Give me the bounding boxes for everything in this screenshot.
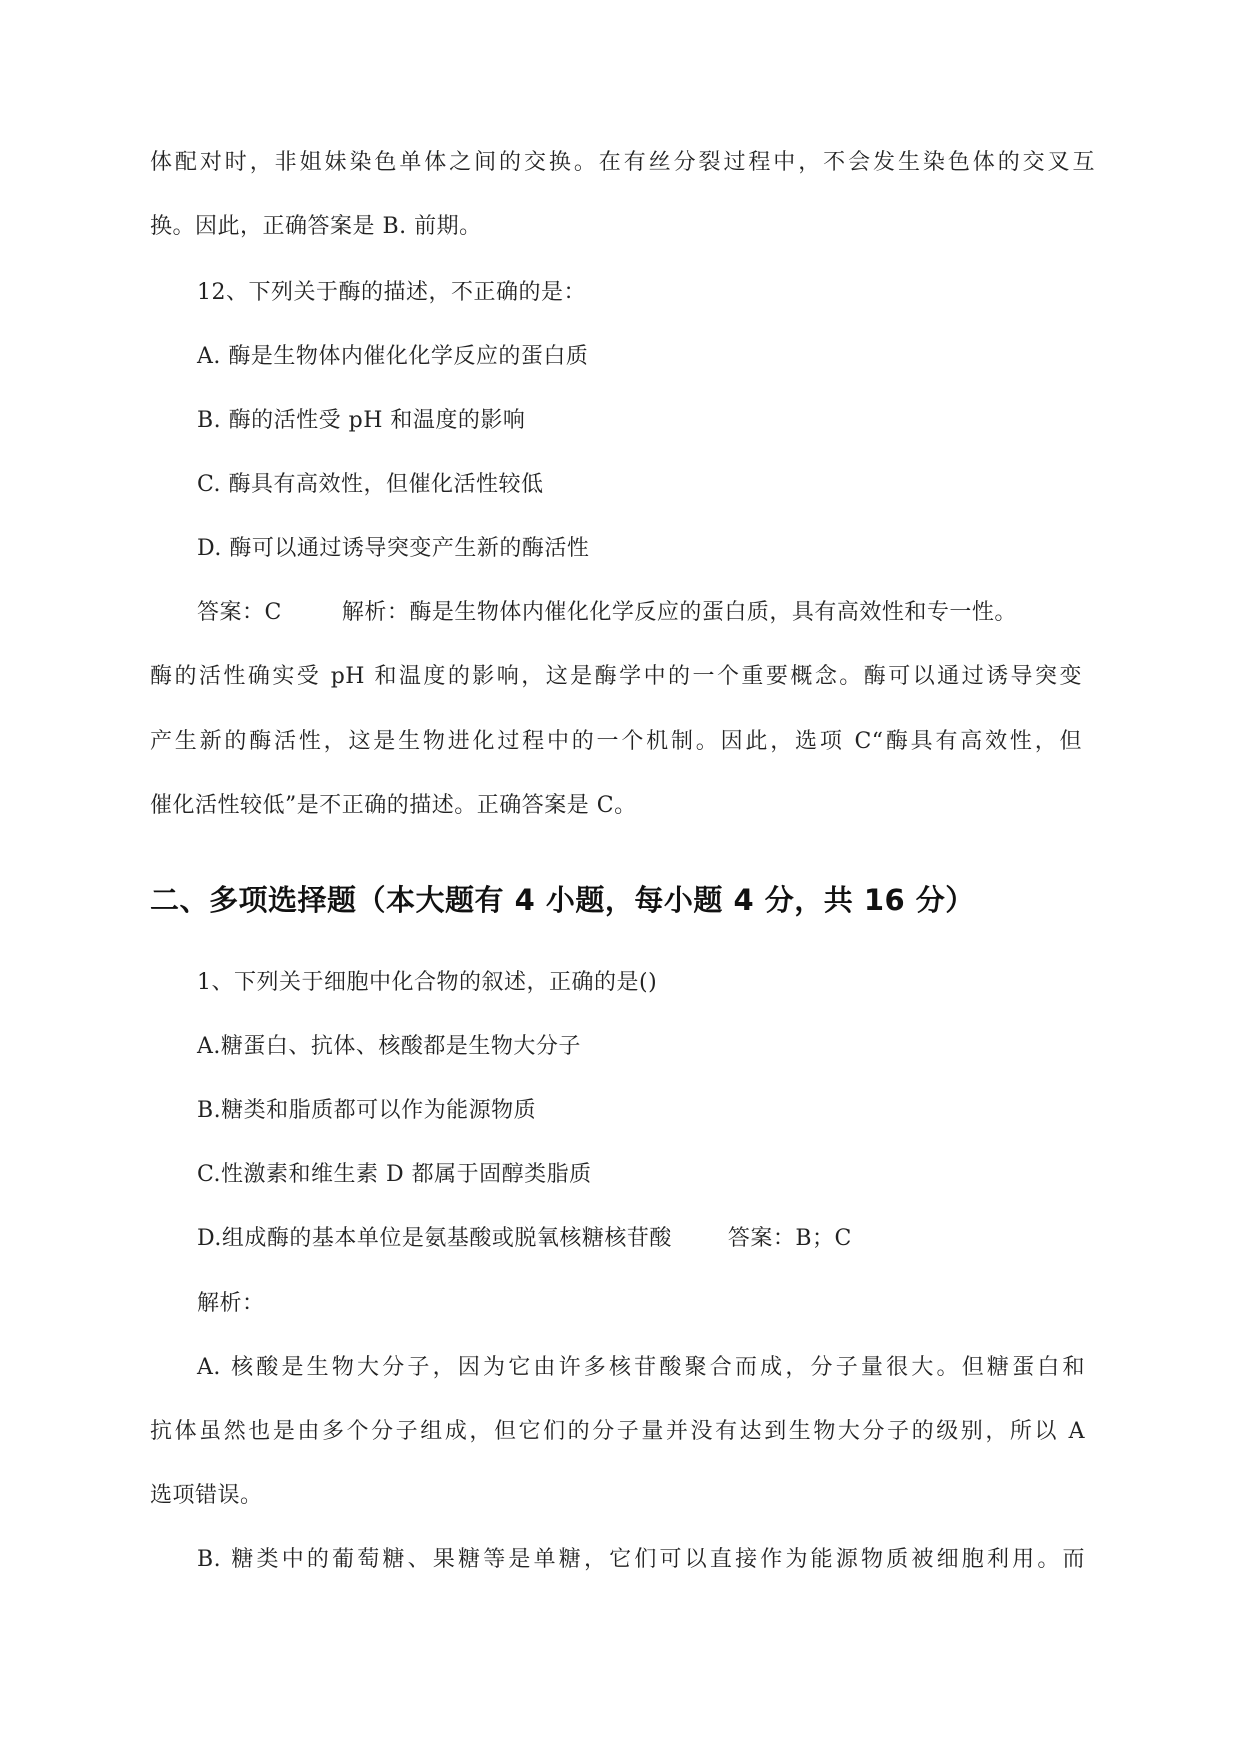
mc-question-1-analysis-a-line-3: 选项错误。: [150, 1483, 263, 1508]
question-12-analysis-line-2: 酶的活性确实受 pH 和温度的影响，这是酶学中的一个重要概念。酶可以通过诱导突变: [150, 664, 1082, 689]
mc-question-1-analysis-a-line-2: 抗体虽然也是由多个分子组成，但它们的分子量并没有达到生物大分子的级别，所以 A: [150, 1419, 1085, 1444]
question-12-analysis-line-1: 解析：酶是生物体内催化化学反应的蛋白质，具有高效性和专一性。: [341, 600, 1017, 625]
question-12-option-c: C. 酶具有高效性，但催化活性较低: [197, 472, 544, 497]
mc-question-1-option-a: A.糖蛋白、抗体、核酸都是生物大分子: [197, 1034, 581, 1059]
mc-question-1-option-d-row: [197, 1224, 852, 1254]
question-12-answer: 答案：C: [197, 600, 282, 625]
intro-line-2: 换。因此，正确答案是 B. 前期。: [150, 214, 482, 239]
mc-question-1-analysis-a-line-1: A. 核酸是生物大分子，因为它由许多核苷酸聚合而成，分子量很大。但糖蛋白和: [197, 1355, 1085, 1380]
question-12-analysis-line-3: 产生新的酶活性，这是生物进化过程中的一个机制。因此，选项 C“酶具有高效性，但: [150, 729, 1082, 754]
mc-question-1-analysis-b-line-1: B. 糖类中的葡萄糖、果糖等是单糖，它们可以直接作为能源物质被细胞利用。而: [197, 1547, 1085, 1572]
mc-question-1-stem: 1、下列关于细胞中化合物的叙述，正确的是(): [197, 970, 658, 995]
intro-line-1: 体配对时，非姐妹染色单体之间的交换。在有丝分裂过程中，不会发生染色体的交叉互: [150, 150, 1095, 175]
question-12-stem: 12、下列关于酶的描述，不正确的是：: [197, 280, 586, 305]
mc-question-1-answer: 答案：B；C: [727, 1226, 852, 1251]
question-12-option-d: D. 酶可以通过诱导突变产生新的酶活性: [197, 536, 590, 561]
mc-question-1-analysis-label: 解析：: [197, 1291, 265, 1316]
question-12-answer-row: [197, 598, 1017, 628]
mc-question-1-option-c: C.性激素和维生素 D 都属于固醇类脂质: [197, 1162, 592, 1187]
mc-question-1-option-d: D.组成酶的基本单位是氨基酸或脱氧核糖核苷酸: [197, 1226, 672, 1251]
question-12-analysis-line-4: 催化活性较低”是不正确的描述。正确答案是 C。: [150, 793, 637, 818]
mc-question-1-option-b: B.糖类和脂质都可以作为能源物质: [197, 1098, 537, 1123]
question-12-option-b: B. 酶的活性受 pH 和温度的影响: [197, 408, 526, 433]
question-12-option-a: A. 酶是生物体内催化化学反应的蛋白质: [197, 344, 589, 369]
section-2-heading: 二、多项选择题（本大题有 4 小题，每小题 4 分，共 16 分）: [150, 883, 975, 917]
